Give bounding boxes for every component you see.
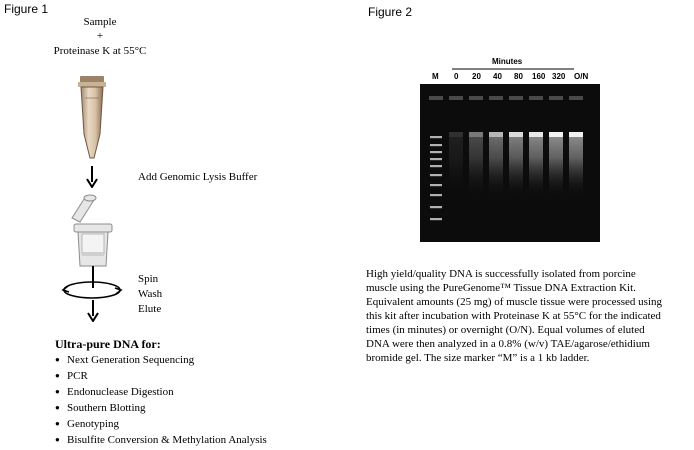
ladder-band <box>430 218 442 220</box>
lane-label: 20 <box>472 72 481 81</box>
gel-well <box>549 96 563 100</box>
step-proteinase: Proteinase K at 55°C <box>53 45 147 57</box>
gel-well <box>529 96 543 100</box>
figure2-caption: High yield/quality DNA is successfully isolated from porcine muscle using the PureGenome™ Tissue DNA Extraction Kit. Equivalent amounts (25 mg) of muscle tissue were processed using this kit after incubation with Proteinase K at 55°C for the indicated times (in minutes) or overnight (O/N). Equal volumes of eluted DNA were then analyzed in a 0.8% (w/v) TAE/agarose/ethidium bromide gel. The size marker “M” is a 1 kb ladder. <box>366 268 663 364</box>
microcentrifuge-tube-icon <box>72 74 112 164</box>
gel-well <box>569 96 583 100</box>
gel-well <box>469 96 483 100</box>
list-item: ● Bisulfite Conversion & Methylation Analysis <box>55 432 345 448</box>
list-item: ● Endonuclease Digestion <box>55 384 345 400</box>
applications-list <box>55 352 345 448</box>
gel-well <box>449 96 463 100</box>
dna-smear <box>569 137 583 197</box>
dna-band <box>469 132 483 137</box>
dna-smear <box>529 137 543 197</box>
step-lysis: Add Genomic Lysis Buffer <box>138 171 258 183</box>
list-item: ● Genotyping <box>55 416 345 432</box>
agarose-gel-image <box>420 84 600 242</box>
spin-column-icon <box>58 190 124 290</box>
ladder-band <box>430 151 442 153</box>
ladder-band <box>430 206 442 208</box>
list-item: ● Next Generation Sequencing <box>55 352 345 368</box>
dna-band <box>509 132 523 137</box>
ladder-band <box>430 144 442 146</box>
down-arrow-icon <box>87 300 99 322</box>
dna-smear <box>489 137 503 197</box>
ladder-band <box>430 165 442 167</box>
down-arrow-icon <box>86 166 98 188</box>
lane-label: 80 <box>514 72 523 81</box>
step-spin: Spin <box>138 273 159 285</box>
lane-label: 0 <box>454 72 459 81</box>
ladder-band <box>430 174 442 176</box>
gel-minutes-bracket <box>452 67 574 71</box>
lane-label: 160 <box>532 72 546 81</box>
dna-smear <box>549 137 563 197</box>
dna-band <box>549 132 563 137</box>
list-item: ● Southern Blotting <box>55 400 345 416</box>
step-wash: Wash <box>138 288 163 300</box>
figure2-label: Figure 2 <box>368 5 413 19</box>
step-elute: Elute <box>138 303 162 315</box>
step-plus: + <box>96 30 104 42</box>
dna-smear <box>469 137 483 197</box>
ladder-band <box>430 194 442 196</box>
lane-label: O/N <box>574 72 589 81</box>
spin-rotation-icon <box>60 278 124 302</box>
gel-well <box>429 96 443 100</box>
ladder-band <box>430 184 442 186</box>
ladder-band <box>430 136 442 138</box>
dna-band <box>489 132 503 137</box>
gel-well <box>489 96 503 100</box>
dna-band <box>569 132 583 137</box>
gel-well <box>509 96 523 100</box>
gel-lane-labels <box>432 72 602 84</box>
step-sample: Sample <box>83 16 117 28</box>
dna-band <box>529 132 543 137</box>
ultrapure-title: Ultra-pure DNA for: <box>55 337 161 351</box>
gel-minutes-label: Minutes <box>492 57 523 66</box>
lane-label: 320 <box>552 72 566 81</box>
dna-smear <box>509 137 523 197</box>
lane-label: M <box>432 72 439 81</box>
list-item: ● PCR <box>55 368 345 384</box>
ladder-band <box>430 158 442 160</box>
lane-label: 40 <box>493 72 502 81</box>
figure1-label: Figure 1 <box>4 2 49 16</box>
dna-smear <box>449 137 463 197</box>
dna-band <box>449 132 463 137</box>
